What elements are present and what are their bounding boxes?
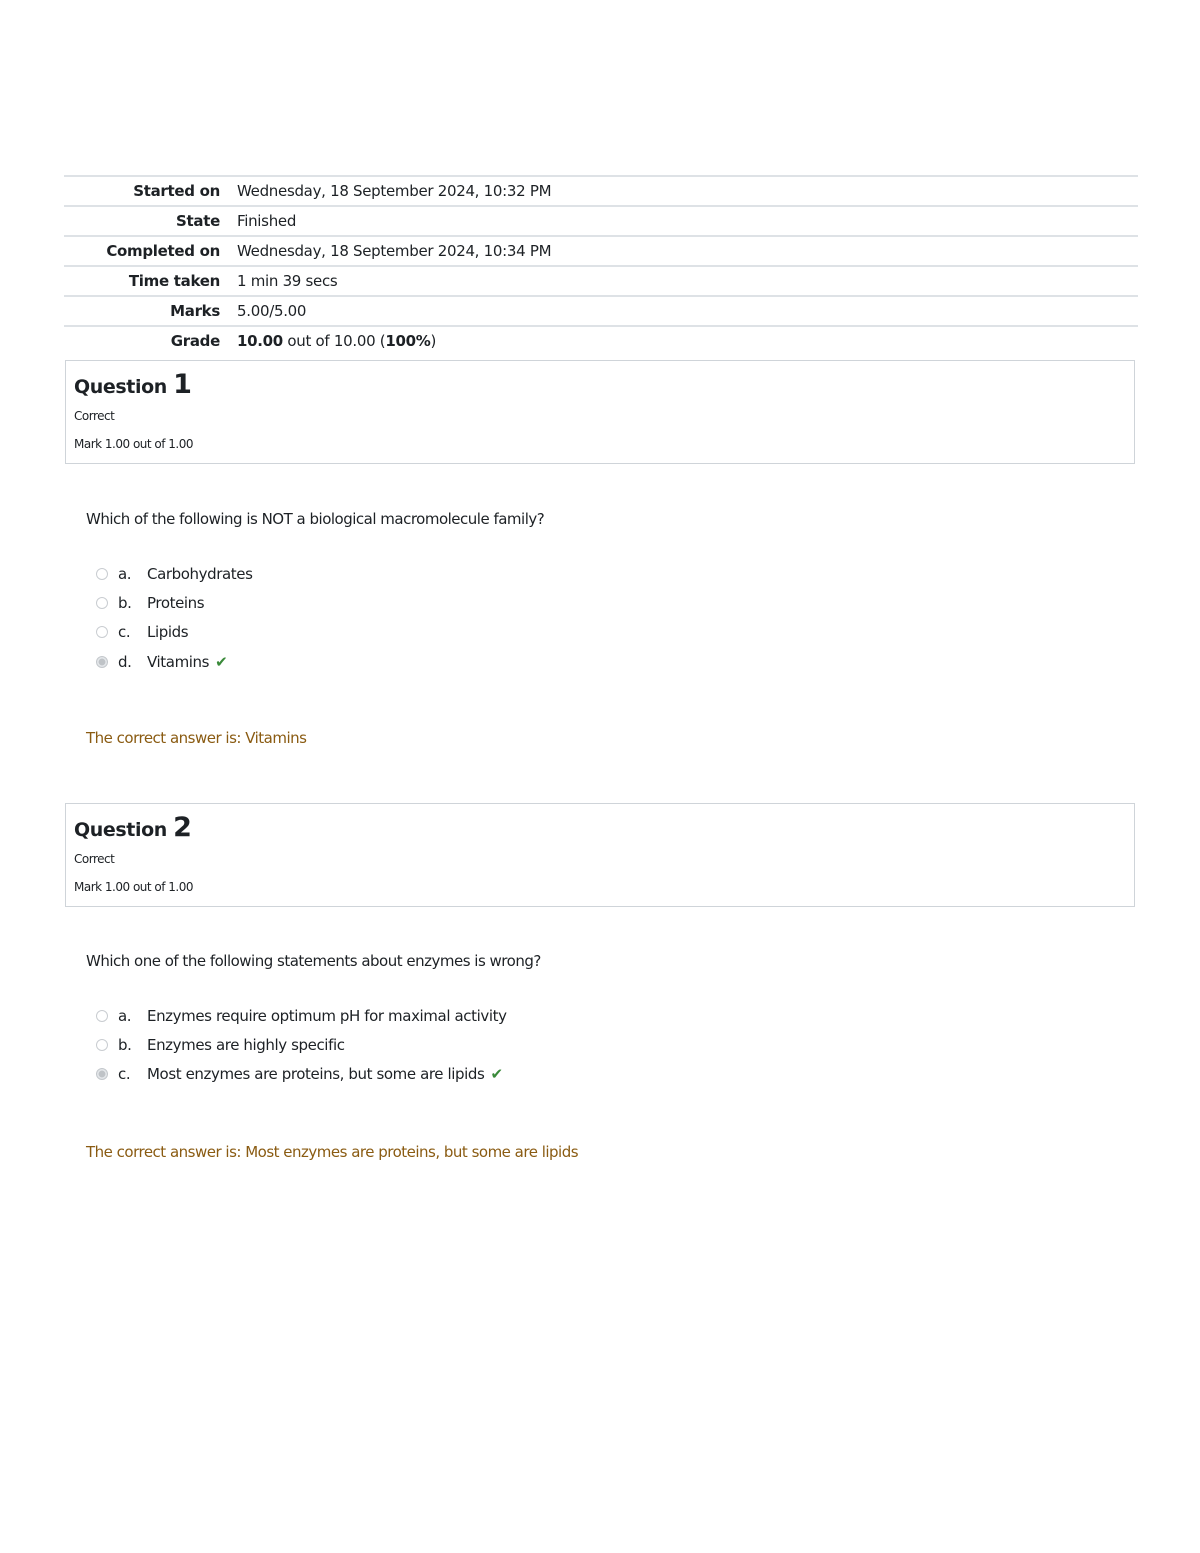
answer-letter: a. [118,1006,132,1025]
question-prefix: Question [74,376,167,398]
answer-letter: c. [118,623,131,642]
summary-label: Started on [64,176,237,206]
answer-option[interactable] [94,588,894,617]
summary-row [64,236,1138,266]
radio-button[interactable] [96,1039,108,1051]
summary-label: Completed on [64,236,237,266]
answer-text: Carbohydrates [147,564,253,583]
summary-value: 1 min 39 secs [237,266,1138,296]
radio-button[interactable] [96,626,108,638]
radio-button[interactable] [96,1010,108,1022]
answer-text: Lipids [147,623,189,642]
question-text: Which one of the following statements about enzymes is wrong? [86,952,541,970]
check-icon: ✔ [490,1065,503,1084]
summary-row [64,206,1138,236]
answer-letter: d. [118,652,132,671]
question-number [74,812,191,843]
answer-text: Enzymes require optimum pH for maximal activity [147,1006,507,1025]
answer-option-selected[interactable] [94,1060,894,1089]
summary-label: Time taken [64,266,237,296]
grade-percent: 100% [385,332,431,350]
answer-option[interactable] [94,1001,894,1030]
correct-answer-feedback: The correct answer is: Vitamins [86,729,307,747]
grade-out-of: out of 10.00 ( [282,332,386,350]
answer-letter: a. [118,564,132,583]
question-grade: Mark 1.00 out of 1.00 [74,437,194,451]
question-number-value: 1 [173,369,192,400]
summary-label: Marks [64,296,237,326]
summary-value: Wednesday, 18 September 2024, 10:32 PM [237,176,1138,206]
grade-score: 10.00 [237,332,283,350]
summary-row [64,296,1138,326]
question-info-box [65,803,1135,907]
summary-value: 5.00/5.00 [237,296,1138,326]
radio-button-checked[interactable] [96,656,108,668]
answer-letter: b. [118,1035,132,1054]
attempt-summary-table [64,175,1138,355]
answer-option[interactable] [94,1030,894,1059]
question-number [74,369,191,400]
summary-row [64,176,1138,206]
question-state: Correct [74,409,115,423]
summary-label: State [64,206,237,236]
answer-text: Proteins [147,593,205,612]
answer-option[interactable] [94,618,894,647]
answer-text: Enzymes are highly specific [147,1035,345,1054]
question-grade: Mark 1.00 out of 1.00 [74,880,194,894]
summary-label: Grade [64,326,237,355]
answer-text: Most enzymes are proteins, but some are lipids [147,1065,485,1084]
question-state: Correct [74,852,115,866]
radio-button[interactable] [96,568,108,580]
grade-close: ) [430,332,437,350]
summary-value: Finished [237,206,1138,236]
answer-letter: c. [118,1065,131,1084]
correct-answer-feedback: The correct answer is: Most enzymes are proteins, but some are lipids [86,1143,579,1161]
summary-value: Wednesday, 18 September 2024, 10:34 PM [237,236,1138,266]
radio-button-checked[interactable] [96,1068,108,1080]
answer-text: Vitamins [147,652,210,671]
question-number-value: 2 [173,812,192,843]
answer-option[interactable] [94,559,894,588]
summary-row-grade [64,326,1138,355]
question-info-box [65,360,1135,464]
answer-option-selected[interactable] [94,647,894,676]
summary-row [64,266,1138,296]
radio-button[interactable] [96,597,108,609]
answer-letter: b. [118,593,132,612]
question-text: Which of the following is NOT a biological macromolecule family? [86,510,545,528]
check-icon: ✔ [215,652,228,671]
answer-list [94,1001,894,1089]
answer-list [94,559,894,676]
grade-value [237,326,1138,355]
question-prefix: Question [74,819,167,841]
